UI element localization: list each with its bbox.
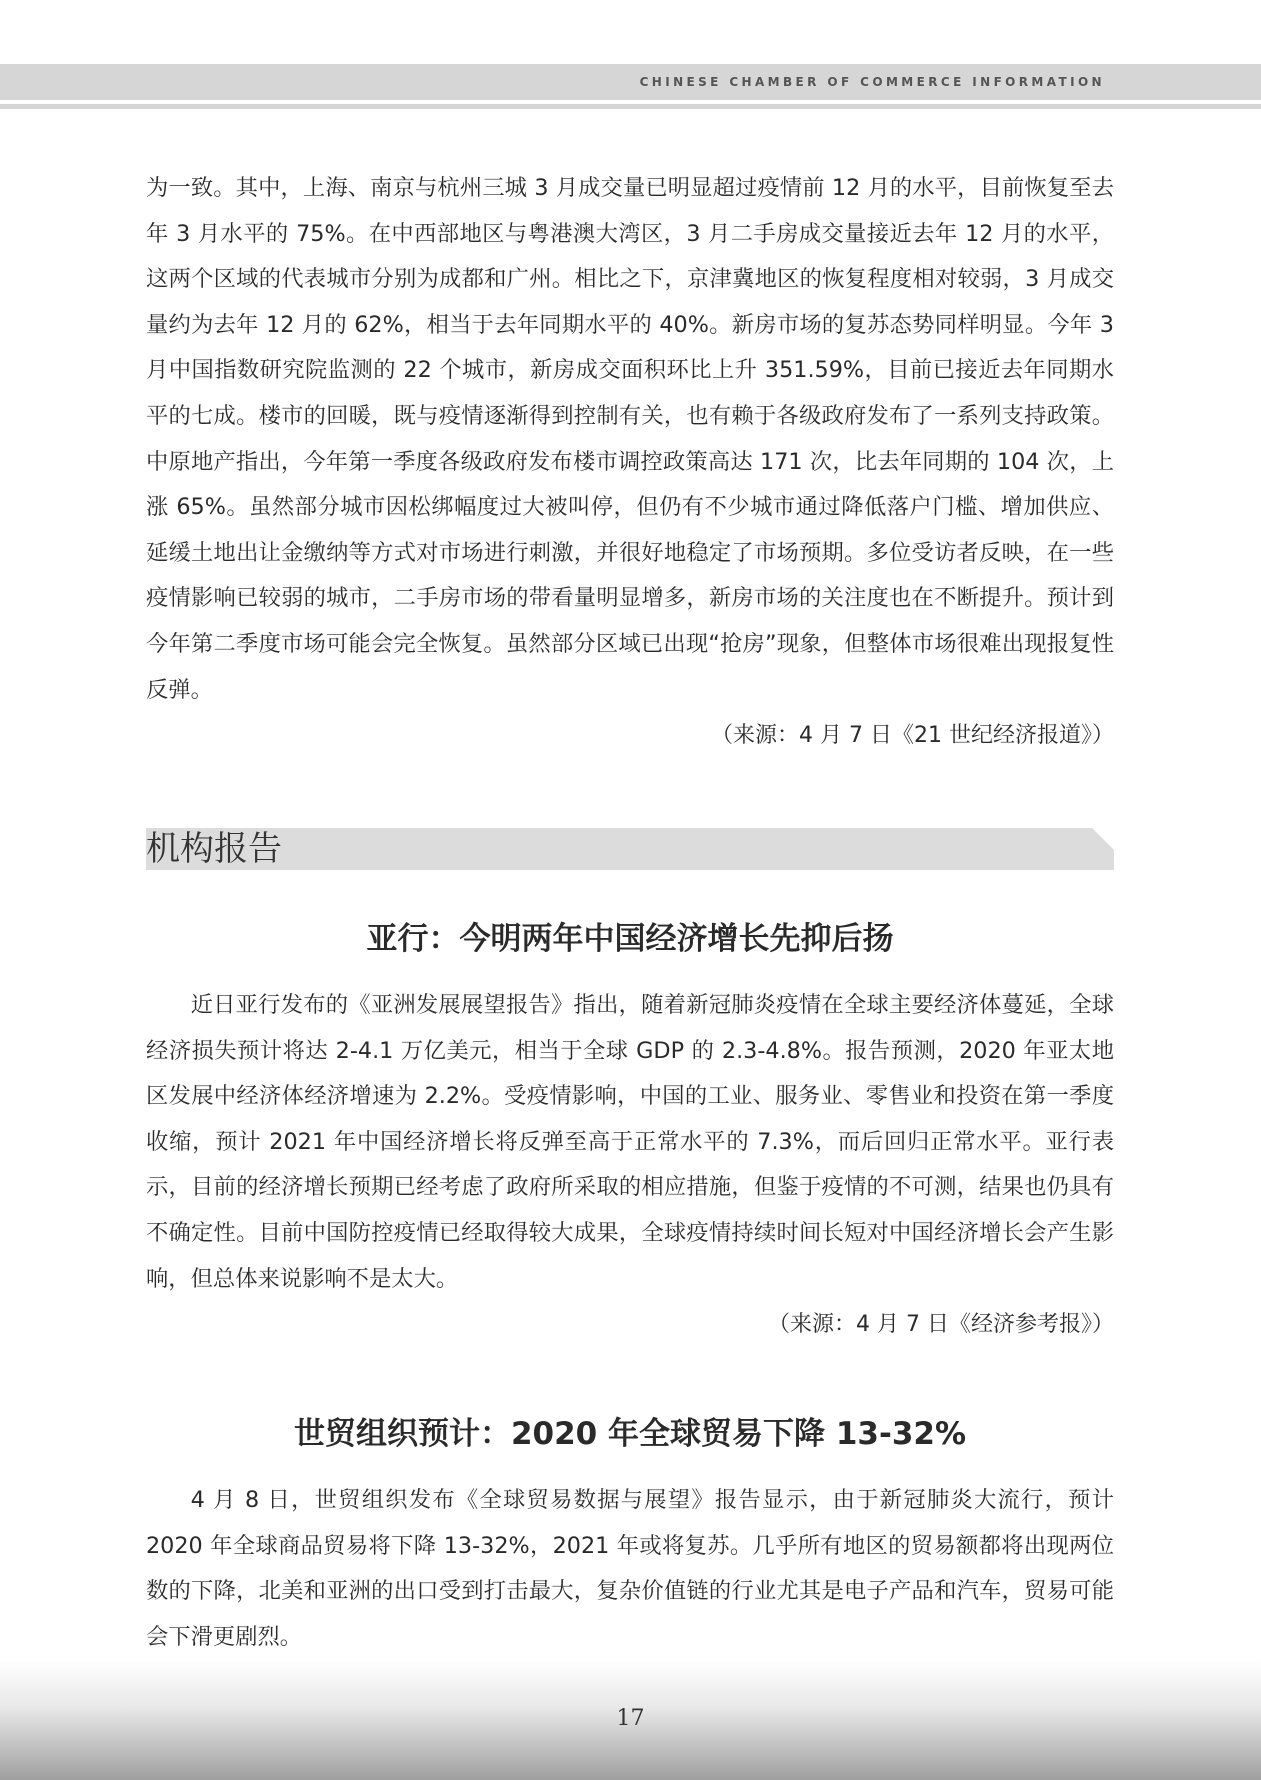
article1-title: 亚行：今明两年中国经济增长先抑后扬 [366,921,894,957]
article-continued [146,166,1114,758]
publication-name: CHINESE CHAMBER OF COMMERCE INFORMATION [639,75,1105,89]
article-continued-paragraph: 为一致。其中，上海、南京与杭州三城 3 月成交量已明显超过疫情前 12 月的水平，目前恢复至去年 3 月水平的 75%。在中西部地区与粤港澳大湾区，3 月二手房成交量接近去年 12 月的水平，这两个区域的代表城市分别为成都和广州。相比之下，京津冀地区的恢复程度相对较弱，3 月成交量约为去年 12 月的 62%，相当于去年同期水平的 40%。新房市场的复苏态势同样明显。今年 3 月中国指数研究院监测的 22 个城市，新房成交面积环比上升 351.59%，目前已接近去年同期水平的七成。楼市的回暖，既与疫情逐渐得到控制有关，也有赖于各级政府发布了一系列支持政策。中原地产指出，今年第一季度各级政府发布楼市调控政策高达 171 次，比去年同期的 104 次，上涨 65%。虽然部分城市因松绑幅度过大被叫停，但仍有不少城市通过降低落户门槛、增加供应、延缓土地出让金缴纳等方式对市场进行刺激，并很好地稳定了市场预期。多位受访者反映，在一些疫情影响已较弱的城市，二手房市场的带看量明显增多，新房市场的关注度也在不断提升。预计到今年第二季度市场可能会完全恢复。虽然部分区域已出现“抢房”现象，但整体市场很难出现报复性反弹。 [146,175,1114,703]
section-title: 机构报告 [146,829,282,869]
article2-paragraph: 4 月 8 日，世贸组织发布《全球贸易数据与展望》报告显示，由于新冠肺炎大流行，预计 2020 年全球商品贸易将下降 13-32%，2021 年或将复苏。几乎所有地区的贸易额都将出现两位数的下降，北美和亚洲的出口受到打击最大，复杂价值链的行业尤其是电子产品和汽车，贸易可能会下滑更剧烈。 [146,1487,1114,1650]
article1-paragraph: 近日亚行发布的《亚洲发展展望报告》指出，随着新冠肺炎疫情在全球主要经济体蔓延，全球经济损失预计将达 2-4.1 万亿美元，相当于全球 GDP 的 2.3-4.8%。报告预测，2020 年亚太地区发展中经济体经济增速为 2.2%。受疫情影响，中国的工业、服务业、零售业和投资在第一季度收缩，预计 2021 年中国经济增长将反弹至高于正常水平的 7.3%，而后回归正常水平。亚行表示，目前的经济增长预期已经考虑了政府所采取的相应措施，但鉴于疫情的不可测，结果也仍具有不确定性。目前中国防控疫情已经取得较大成果，全球疫情持续时间长短对中国经济增长会产生影响，但总体来说影响不是太大。 [146,992,1114,1292]
section-header [146,828,1114,870]
article2-title: 世贸组织预计：2020 年全球贸易下降 13-32% [293,1416,967,1452]
article2 [146,1478,1114,1660]
header-divider [0,104,1261,109]
article1 [146,983,1114,1347]
section-header-background [146,828,1114,870]
article1-source: （来源：4 月 7 日《经济参考报》） [768,1312,1114,1338]
page-number: 17 [616,1706,645,1731]
article-continued-source: （来源：4 月 7 日《21 世纪经济报道》） [711,723,1114,749]
